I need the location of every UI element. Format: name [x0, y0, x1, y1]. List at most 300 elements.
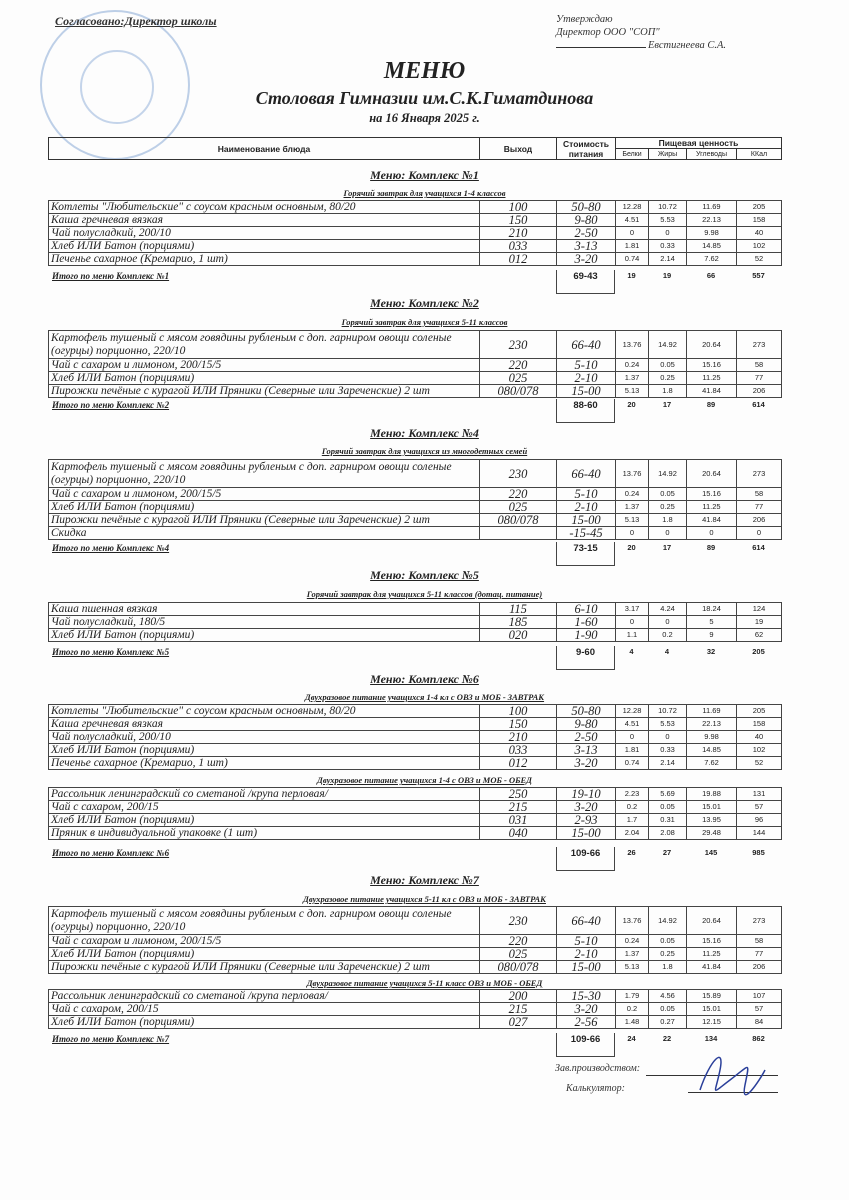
- dish-cost: 1-60: [557, 616, 616, 629]
- dish-output: 220: [480, 488, 557, 501]
- dish-protein: 0: [616, 616, 649, 629]
- dish-kcal: 102: [737, 240, 782, 253]
- dish-protein: 4.51: [616, 718, 649, 731]
- dish-name: Картофель тушеный с мясом говядины рубленым с доп. гарниром овощи соленые (огурцы) порционно, 220/10: [49, 331, 480, 359]
- dish-fat: 0: [649, 616, 687, 629]
- dish-carbs: 0: [687, 527, 737, 540]
- col-carbs: Углеводы: [687, 149, 737, 160]
- dish-carbs: 19.88: [687, 788, 737, 801]
- dish-cost: 19-10: [557, 788, 616, 801]
- dish-name: Хлеб ИЛИ Батон (порциями): [49, 948, 480, 961]
- dish-carbs: 14.85: [687, 240, 737, 253]
- dish-protein: 0: [616, 731, 649, 744]
- dish-kcal: 273: [737, 460, 782, 488]
- dish-output: 027: [480, 1016, 557, 1029]
- dish-carbs: 15.16: [687, 488, 737, 501]
- dish-table: [48, 787, 782, 840]
- dish-output: 150: [480, 214, 557, 227]
- dish-protein: 5.13: [616, 961, 649, 974]
- table-row: [49, 201, 782, 214]
- dish-kcal: 102: [737, 744, 782, 757]
- total-carbs: 89: [706, 543, 716, 552]
- total-protein: 19: [627, 271, 636, 280]
- dish-output: 215: [480, 1003, 557, 1016]
- table-row: [49, 501, 782, 514]
- dish-carbs: 20.64: [687, 460, 737, 488]
- dish-fat: 14.92: [649, 907, 687, 935]
- dish-cost: 66-40: [557, 460, 616, 488]
- dish-output: 020: [480, 629, 557, 642]
- dish-carbs: 7.62: [687, 253, 737, 266]
- dish-carbs: 7.62: [687, 757, 737, 770]
- dish-output: 230: [480, 460, 557, 488]
- dish-protein: 1.37: [616, 501, 649, 514]
- dish-carbs: 15.01: [687, 1003, 737, 1016]
- dish-kcal: 273: [737, 331, 782, 359]
- dish-cost: 3-20: [557, 253, 616, 266]
- dish-cost: 3-20: [557, 1003, 616, 1016]
- dish-name: Хлеб ИЛИ Батон (порциями): [49, 372, 480, 385]
- dish-kcal: 62: [737, 629, 782, 642]
- dish-fat: 0.05: [649, 359, 687, 372]
- dish-output: 215: [480, 801, 557, 814]
- table-row: [49, 240, 782, 253]
- menu-date: на 16 Января 2025 г.: [369, 111, 480, 125]
- total-label: Итого по меню Комплекс №5: [52, 647, 170, 657]
- group-title: Горячий завтрак для учащихся 5-11 классов (дотац. питание): [306, 589, 543, 599]
- dish-carbs: 11.69: [687, 201, 737, 214]
- dish-kcal: 52: [737, 253, 782, 266]
- dish-name: Чай с сахаром и лимоном, 200/15/5: [49, 488, 480, 501]
- dish-protein: 2.23: [616, 788, 649, 801]
- table-row: [49, 990, 782, 1003]
- column-header: [48, 137, 782, 160]
- group-title: Горячий завтрак для учащихся из многодетных семей: [321, 446, 528, 456]
- dish-cost: 66-40: [557, 907, 616, 935]
- dish-kcal: 58: [737, 488, 782, 501]
- dish-kcal: 77: [737, 372, 782, 385]
- total-kcal: 557: [752, 271, 765, 280]
- dish-name: Хлеб ИЛИ Батон (порциями): [49, 240, 480, 253]
- dish-output: 210: [480, 731, 557, 744]
- table-row: [49, 214, 782, 227]
- dish-output: 033: [480, 744, 557, 757]
- group-title: Двухразовое питание учащихся 1-4 кл с ОВЗ и МОБ - ЗАВТРАК: [304, 692, 545, 702]
- dish-table: [48, 602, 782, 642]
- dish-output: [480, 527, 557, 540]
- dish-kcal: 131: [737, 788, 782, 801]
- dish-protein: 13.76: [616, 331, 649, 359]
- dish-protein: 5.13: [616, 514, 649, 527]
- approver-signature-line: [556, 39, 726, 52]
- dish-kcal: 40: [737, 227, 782, 240]
- total-kcal: 862: [752, 1034, 765, 1043]
- dish-carbs: 11.25: [687, 948, 737, 961]
- section-title: Меню: Комплекс №1: [370, 168, 479, 182]
- dish-fat: 0.33: [649, 744, 687, 757]
- total-kcal: 205: [752, 647, 765, 656]
- table-row: [49, 757, 782, 770]
- dish-name: Каша гречневая вязкая: [49, 718, 480, 731]
- dish-protein: 0.24: [616, 488, 649, 501]
- total-cost: 88-60: [556, 399, 615, 423]
- dish-table: [48, 330, 782, 398]
- dish-kcal: 158: [737, 214, 782, 227]
- dish-fat: 1.8: [649, 385, 687, 398]
- dish-protein: 5.13: [616, 385, 649, 398]
- table-row: [49, 814, 782, 827]
- dish-protein: 1.48: [616, 1016, 649, 1029]
- total-cost: 109-66: [556, 847, 615, 871]
- table-row: [49, 385, 782, 398]
- dish-carbs: 41.84: [687, 385, 737, 398]
- dish-fat: 0.25: [649, 501, 687, 514]
- dish-carbs: 15.89: [687, 990, 737, 1003]
- group-title: Горячий завтрак для учащихся 5-11 классов: [341, 317, 508, 327]
- dish-protein: 0: [616, 527, 649, 540]
- dish-fat: 10.72: [649, 705, 687, 718]
- dish-fat: 0.05: [649, 488, 687, 501]
- total-fat: 22: [662, 1034, 672, 1043]
- total-label: Итого по меню Комплекс №1: [52, 271, 170, 281]
- dish-name: Чай полусладкий, 200/10: [49, 227, 480, 240]
- signature-icon: [690, 1040, 770, 1100]
- dish-output: 115: [480, 603, 557, 616]
- dish-table: [48, 989, 782, 1029]
- dish-name: Чай с сахаром и лимоном, 200/15/5: [49, 359, 480, 372]
- col-kcal: ККал: [737, 149, 782, 160]
- dish-carbs: 5: [687, 616, 737, 629]
- dish-cost: 3-13: [557, 240, 616, 253]
- total-protein: 26: [627, 848, 636, 857]
- dish-carbs: 9.98: [687, 731, 737, 744]
- total-kcal: 614: [752, 400, 765, 409]
- dish-name: Картофель тушеный с мясом говядины рубленым с доп. гарниром овощи соленые (огурцы) порционно, 220/10: [49, 907, 480, 935]
- total-carbs: 145: [704, 848, 718, 857]
- dish-kcal: 58: [737, 935, 782, 948]
- dish-name: Хлеб ИЛИ Батон (порциями): [49, 501, 480, 514]
- dish-carbs: 9.98: [687, 227, 737, 240]
- dish-fat: 5.69: [649, 788, 687, 801]
- dish-fat: 4.24: [649, 603, 687, 616]
- dish-output: 025: [480, 948, 557, 961]
- dish-fat: 0.25: [649, 948, 687, 961]
- dish-table: [48, 459, 782, 540]
- dish-cost: 2-10: [557, 501, 616, 514]
- col-name: Наименование блюда: [49, 138, 480, 160]
- section-total: [48, 1034, 781, 1058]
- dish-name: Чай с сахаром, 200/15: [49, 801, 480, 814]
- dish-output: 220: [480, 359, 557, 372]
- section-total: [48, 400, 781, 424]
- dish-fat: 2.08: [649, 827, 687, 840]
- section-title: Меню: Комплекс №2: [370, 296, 479, 310]
- section-title: Меню: Комплекс №4: [370, 426, 479, 440]
- total-protein: 20: [627, 400, 636, 409]
- dish-name: Пирожки печёные с курагой ИЛИ Пряники (Северные или Зареченские) 2 шт: [49, 514, 480, 527]
- dish-fat: 1.8: [649, 961, 687, 974]
- dish-kcal: 52: [737, 757, 782, 770]
- dish-cost: 15-00: [557, 514, 616, 527]
- dish-kcal: 206: [737, 961, 782, 974]
- dish-protein: 13.76: [616, 907, 649, 935]
- dish-cost: 5-10: [557, 488, 616, 501]
- dish-carbs: 11.25: [687, 501, 737, 514]
- dish-cost: 50-80: [557, 705, 616, 718]
- dish-protein: 0.74: [616, 253, 649, 266]
- section-total: [48, 543, 781, 567]
- table-row: [49, 1016, 782, 1029]
- dish-output: 200: [480, 990, 557, 1003]
- dish-name: Хлеб ИЛИ Батон (порциями): [49, 814, 480, 827]
- dish-fat: 0: [649, 227, 687, 240]
- dish-kcal: 0: [737, 527, 782, 540]
- total-fat: 4: [664, 647, 670, 656]
- total-label: Итого по меню Комплекс №7: [52, 1034, 170, 1044]
- dish-carbs: 15.16: [687, 935, 737, 948]
- table-row: [49, 514, 782, 527]
- table-row: [49, 788, 782, 801]
- dish-output: 033: [480, 240, 557, 253]
- dish-output: 250: [480, 788, 557, 801]
- dish-cost: 2-56: [557, 1016, 616, 1029]
- dish-name: Печенье сахарное (Кремарио, 1 шт): [49, 757, 480, 770]
- table-row: [49, 1003, 782, 1016]
- total-carbs: 66: [706, 271, 716, 280]
- dish-protein: 0.24: [616, 935, 649, 948]
- total-cost: 73-15: [556, 542, 615, 566]
- table-row: [49, 629, 782, 642]
- dish-name: Рассольник ленинградский со сметаной /крупа перловая/: [49, 788, 480, 801]
- dish-output: 230: [480, 331, 557, 359]
- total-protein: 4: [629, 647, 634, 656]
- dish-carbs: 22.13: [687, 214, 737, 227]
- dish-cost: 66-40: [557, 331, 616, 359]
- dish-kcal: 40: [737, 731, 782, 744]
- total-carbs: 89: [706, 400, 716, 409]
- table-row: [49, 359, 782, 372]
- total-fat: 17: [662, 543, 672, 552]
- dish-kcal: 58: [737, 359, 782, 372]
- total-cost: 9-60: [556, 646, 615, 670]
- dish-table: [48, 704, 782, 770]
- dish-name: Чай полусладкий, 180/5: [49, 616, 480, 629]
- dish-carbs: 18.24: [687, 603, 737, 616]
- dish-fat: 0: [649, 527, 687, 540]
- dish-fat: 0.05: [649, 935, 687, 948]
- dish-fat: 0.27: [649, 1016, 687, 1029]
- table-row: [49, 744, 782, 757]
- dish-name: Скидка: [49, 527, 480, 540]
- dish-output: 025: [480, 501, 557, 514]
- table-row: [49, 935, 782, 948]
- dish-fat: 4.56: [649, 990, 687, 1003]
- dish-carbs: 22.13: [687, 718, 737, 731]
- dish-kcal: 107: [737, 990, 782, 1003]
- total-fat: 19: [662, 271, 672, 280]
- total-label: Итого по меню Комплекс №2: [52, 400, 170, 410]
- dish-kcal: 84: [737, 1016, 782, 1029]
- dish-protein: 0.24: [616, 359, 649, 372]
- dish-carbs: 41.84: [687, 514, 737, 527]
- agreed-label: Согласовано:Директор школы: [55, 14, 217, 28]
- table-row: [49, 718, 782, 731]
- dish-kcal: 57: [737, 801, 782, 814]
- dish-fat: 0.31: [649, 814, 687, 827]
- approver-title: Директор ООО "СОП": [556, 27, 660, 38]
- dish-cost: 50-80: [557, 201, 616, 214]
- table-row: [49, 527, 782, 540]
- dish-kcal: 124: [737, 603, 782, 616]
- dish-name: Чай с сахаром и лимоном, 200/15/5: [49, 935, 480, 948]
- dish-carbs: 11.25: [687, 372, 737, 385]
- dish-output: 100: [480, 705, 557, 718]
- total-cost: 69-43: [556, 270, 615, 294]
- dish-cost: 9-80: [557, 718, 616, 731]
- col-protein: Белки: [616, 149, 649, 160]
- dish-kcal: 77: [737, 501, 782, 514]
- group-title: Двухразовое питание учащихся 5-11 кл с ОВЗ и МОБ - ЗАВТРАК: [303, 894, 546, 904]
- dish-name: Котлеты "Любительские" с соусом красным основным, 80/20: [49, 201, 480, 214]
- dish-output: 220: [480, 935, 557, 948]
- dish-fat: 2.14: [649, 253, 687, 266]
- total-carbs: 134: [704, 1034, 718, 1043]
- section-title: Меню: Комплекс №6: [370, 672, 479, 686]
- dish-output: 080/078: [480, 514, 557, 527]
- total-protein: 24: [627, 1034, 636, 1043]
- table-row: [49, 460, 782, 488]
- dish-carbs: 29.48: [687, 827, 737, 840]
- dish-protein: 1.79: [616, 990, 649, 1003]
- table-row: [49, 331, 782, 359]
- dish-name: Рассольник ленинградский со сметаной /крупа перловая/: [49, 990, 480, 1003]
- dish-kcal: 206: [737, 514, 782, 527]
- dish-name: Пирожки печёные с курагой ИЛИ Пряники (Северные или Зареченские) 2 шт: [49, 961, 480, 974]
- section-title: Меню: Комплекс №7: [370, 873, 479, 887]
- dish-output: 080/078: [480, 961, 557, 974]
- dish-cost: 2-10: [557, 372, 616, 385]
- approve-label: Утверждаю: [556, 14, 613, 25]
- section-title: Меню: Комплекс №5: [370, 568, 479, 582]
- section-total: [48, 848, 781, 872]
- dish-protein: 0.2: [616, 801, 649, 814]
- dish-output: 012: [480, 253, 557, 266]
- dish-name: Пряник в индивидуальной упаковке (1 шт): [49, 827, 480, 840]
- dish-name: Хлеб ИЛИ Батон (порциями): [49, 629, 480, 642]
- dish-kcal: 205: [737, 201, 782, 214]
- dish-cost: 15-30: [557, 990, 616, 1003]
- dish-name: Картофель тушеный с мясом говядины рубленым с доп. гарниром овощи соленые (огурцы) порционно, 220/10: [49, 460, 480, 488]
- dish-cost: 2-93: [557, 814, 616, 827]
- dish-carbs: 12.15: [687, 1016, 737, 1029]
- total-kcal: 985: [752, 848, 765, 857]
- dish-cost: 15-00: [557, 385, 616, 398]
- dish-cost: 6-10: [557, 603, 616, 616]
- dish-name: Хлеб ИЛИ Батон (порциями): [49, 744, 480, 757]
- dish-kcal: 205: [737, 705, 782, 718]
- dish-fat: 2.14: [649, 757, 687, 770]
- dish-fat: 14.92: [649, 331, 687, 359]
- dish-output: 040: [480, 827, 557, 840]
- dish-protein: 1.37: [616, 948, 649, 961]
- dish-cost: 15-00: [557, 827, 616, 840]
- dish-carbs: 20.64: [687, 907, 737, 935]
- dish-fat: 0.2: [649, 629, 687, 642]
- table-row: [49, 827, 782, 840]
- dish-carbs: 41.84: [687, 961, 737, 974]
- dish-kcal: 19: [737, 616, 782, 629]
- dish-protein: 12.28: [616, 201, 649, 214]
- dish-name: Каша пшенная вязкая: [49, 603, 480, 616]
- calculator-label: Калькулятор:: [566, 1083, 625, 1094]
- table-row: [49, 705, 782, 718]
- dish-name: Чай полусладкий, 200/10: [49, 731, 480, 744]
- dish-kcal: 57: [737, 1003, 782, 1016]
- dish-name: Чай с сахаром, 200/15: [49, 1003, 480, 1016]
- dish-carbs: 14.85: [687, 744, 737, 757]
- dish-name: Котлеты "Любительские" с соусом красным основным, 80/20: [49, 705, 480, 718]
- col-cost: Стоимость питания: [557, 138, 616, 160]
- table-row: [49, 961, 782, 974]
- dish-fat: 0.33: [649, 240, 687, 253]
- dish-output: 080/078: [480, 385, 557, 398]
- dish-fat: 0.25: [649, 372, 687, 385]
- dish-fat: 5.53: [649, 214, 687, 227]
- dish-fat: 0.05: [649, 1003, 687, 1016]
- dish-protein: 1.37: [616, 372, 649, 385]
- dish-kcal: 96: [737, 814, 782, 827]
- dish-table: [48, 906, 782, 974]
- dish-output: 210: [480, 227, 557, 240]
- dish-cost: 1-90: [557, 629, 616, 642]
- dish-table: [48, 200, 782, 266]
- dish-name: Печенье сахарное (Кремарио, 1 шт): [49, 253, 480, 266]
- dish-cost: 5-10: [557, 935, 616, 948]
- dish-protein: 0: [616, 227, 649, 240]
- total-kcal: 614: [752, 543, 765, 552]
- dish-output: 230: [480, 907, 557, 935]
- dish-name: Пирожки печёные с курагой ИЛИ Пряники (Северные или Зареченские) 2 шт: [49, 385, 480, 398]
- total-carbs: 32: [706, 647, 716, 656]
- dish-carbs: 15.16: [687, 359, 737, 372]
- dish-fat: 1.8: [649, 514, 687, 527]
- total-fat: 27: [662, 848, 672, 857]
- dish-kcal: 144: [737, 827, 782, 840]
- dish-kcal: 77: [737, 948, 782, 961]
- dish-protein: 3.17: [616, 603, 649, 616]
- table-row: [49, 488, 782, 501]
- dish-output: 100: [480, 201, 557, 214]
- dish-kcal: 273: [737, 907, 782, 935]
- group-title: Двухразовое питание учащихся 1-4 с ОВЗ и МОБ - ОБЕД: [317, 775, 532, 785]
- dish-cost: 3-13: [557, 744, 616, 757]
- dish-cost: 3-20: [557, 757, 616, 770]
- dish-carbs: 11.69: [687, 705, 737, 718]
- dish-protein: 2.04: [616, 827, 649, 840]
- table-row: [49, 253, 782, 266]
- section-total: [48, 271, 781, 295]
- dish-cost: 3-20: [557, 801, 616, 814]
- dish-cost: 5-10: [557, 359, 616, 372]
- col-output: Выход: [480, 138, 557, 160]
- table-row: [49, 948, 782, 961]
- dish-protein: 1.81: [616, 240, 649, 253]
- dish-fat: 14.92: [649, 460, 687, 488]
- total-fat: 17: [662, 400, 672, 409]
- dish-carbs: 9: [687, 629, 737, 642]
- dish-cost: 2-50: [557, 731, 616, 744]
- table-row: [49, 907, 782, 935]
